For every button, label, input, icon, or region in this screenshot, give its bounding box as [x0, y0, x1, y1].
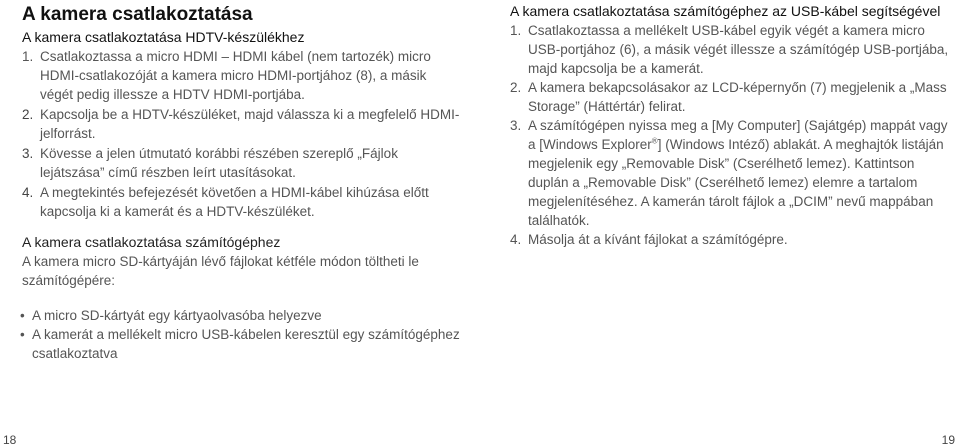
step-number: 4.	[22, 185, 34, 200]
bullet-icon: •	[20, 327, 25, 342]
step-text-a: A számítógépen nyissa meg a [My Computer] (Sajátgép) mappát vagy a [Windows Explorer	[528, 118, 948, 152]
hdtv-section-heading: A kamera csatlakoztatása HDTV-készülékhez	[22, 29, 305, 45]
usb-section-heading: A kamera csatlakoztatása számítógéphez az USB-kábel segítségével	[510, 3, 941, 19]
step-number: 2.	[510, 80, 522, 95]
step-text: Kapcsolja be a HDTV-készüléket, majd válassza ki a megfelelő HDMI-jelforrást.	[40, 107, 460, 141]
hdtv-step-1	[22, 47, 462, 104]
hdtv-steps-list	[22, 47, 462, 221]
page-title: A kamera csatlakoztatása	[22, 4, 253, 25]
step-text-b: ] (Windows Intéző) ablakát. A meghajtók listáján megjelenik egy „Removable Disk” (Cserélhető lemez). Kattintson duplán a „Removable Disk” (Cserélhető lemez) elemre a tartalom megjelenítéséhez. A kamerán tárolt fájlok a „DCIM” nevű mappában találhatók.	[528, 137, 944, 228]
step-text: A kamera bekapcsolásakor az LCD-képernyőn (7) megjelenik a „Mass Storage” (Háttértár) felirat.	[528, 80, 947, 114]
usb-step-2	[510, 78, 950, 116]
usb-step-4	[510, 230, 950, 249]
step-text: Csatlakoztassa a micro HDMI – HDMI kábel (nem tartozék) micro HDMI-csatlakozóját a kamera micro HDMI-portjához (8), a másik végét pedig illessze a HDTV HDMI-portjába.	[40, 49, 431, 102]
usb-step-1	[510, 21, 950, 78]
page-number-left: 18	[3, 433, 17, 447]
pc-section-heading: A kamera csatlakoztatása számítógéphez	[22, 234, 281, 250]
usb-steps-list	[510, 21, 950, 249]
list-item	[22, 325, 462, 363]
step-text: Másolja át a kívánt fájlokat a számítógépre.	[528, 232, 788, 247]
right-column	[510, 0, 950, 249]
step-text: Csatlakoztassa a mellékelt USB-kábel egyik végét a kamera micro USB-portjához (6), a másik végét illessze a számítógép USB-portjába, majd kapcsolja be a kamerát.	[528, 23, 949, 76]
step-text: Kövesse a jelen útmutató korábbi részében szereplő „Fájlok lejátszása” című részben leírt utasításokat.	[40, 146, 398, 180]
step-number: 3.	[22, 146, 34, 161]
list-item-text: A kamerát a mellékelt micro USB-kábelen keresztül egy számítógéphez csatlakoztatva	[32, 327, 460, 361]
step-number: 1.	[510, 23, 522, 38]
hdtv-step-2	[22, 105, 462, 143]
step-number: 2.	[22, 107, 34, 122]
list-item	[22, 306, 462, 325]
step-number: 1.	[22, 49, 34, 64]
methods-list	[22, 306, 462, 363]
hdtv-step-4	[22, 183, 462, 221]
pc-section-intro: A kamera micro SD-kártyáján lévő fájlokat kétféle módon töltheti le számítógépére:	[22, 254, 419, 288]
page-number-right: 19	[941, 433, 955, 447]
step-text: A megtekintés befejezését követően a HDMI-kábel kihúzása előtt kapcsolja ki a kamerát és a HDTV-készüléket.	[40, 185, 429, 219]
step-number: 3.	[510, 118, 522, 133]
left-column	[22, 0, 462, 363]
bullet-icon: •	[20, 308, 25, 323]
registered-mark: ®	[651, 136, 658, 146]
hdtv-step-3	[22, 144, 462, 182]
list-item-text: A micro SD-kártyát egy kártyaolvasóba helyezve	[32, 308, 322, 323]
usb-step-3	[510, 116, 950, 230]
step-number: 4.	[510, 232, 522, 247]
